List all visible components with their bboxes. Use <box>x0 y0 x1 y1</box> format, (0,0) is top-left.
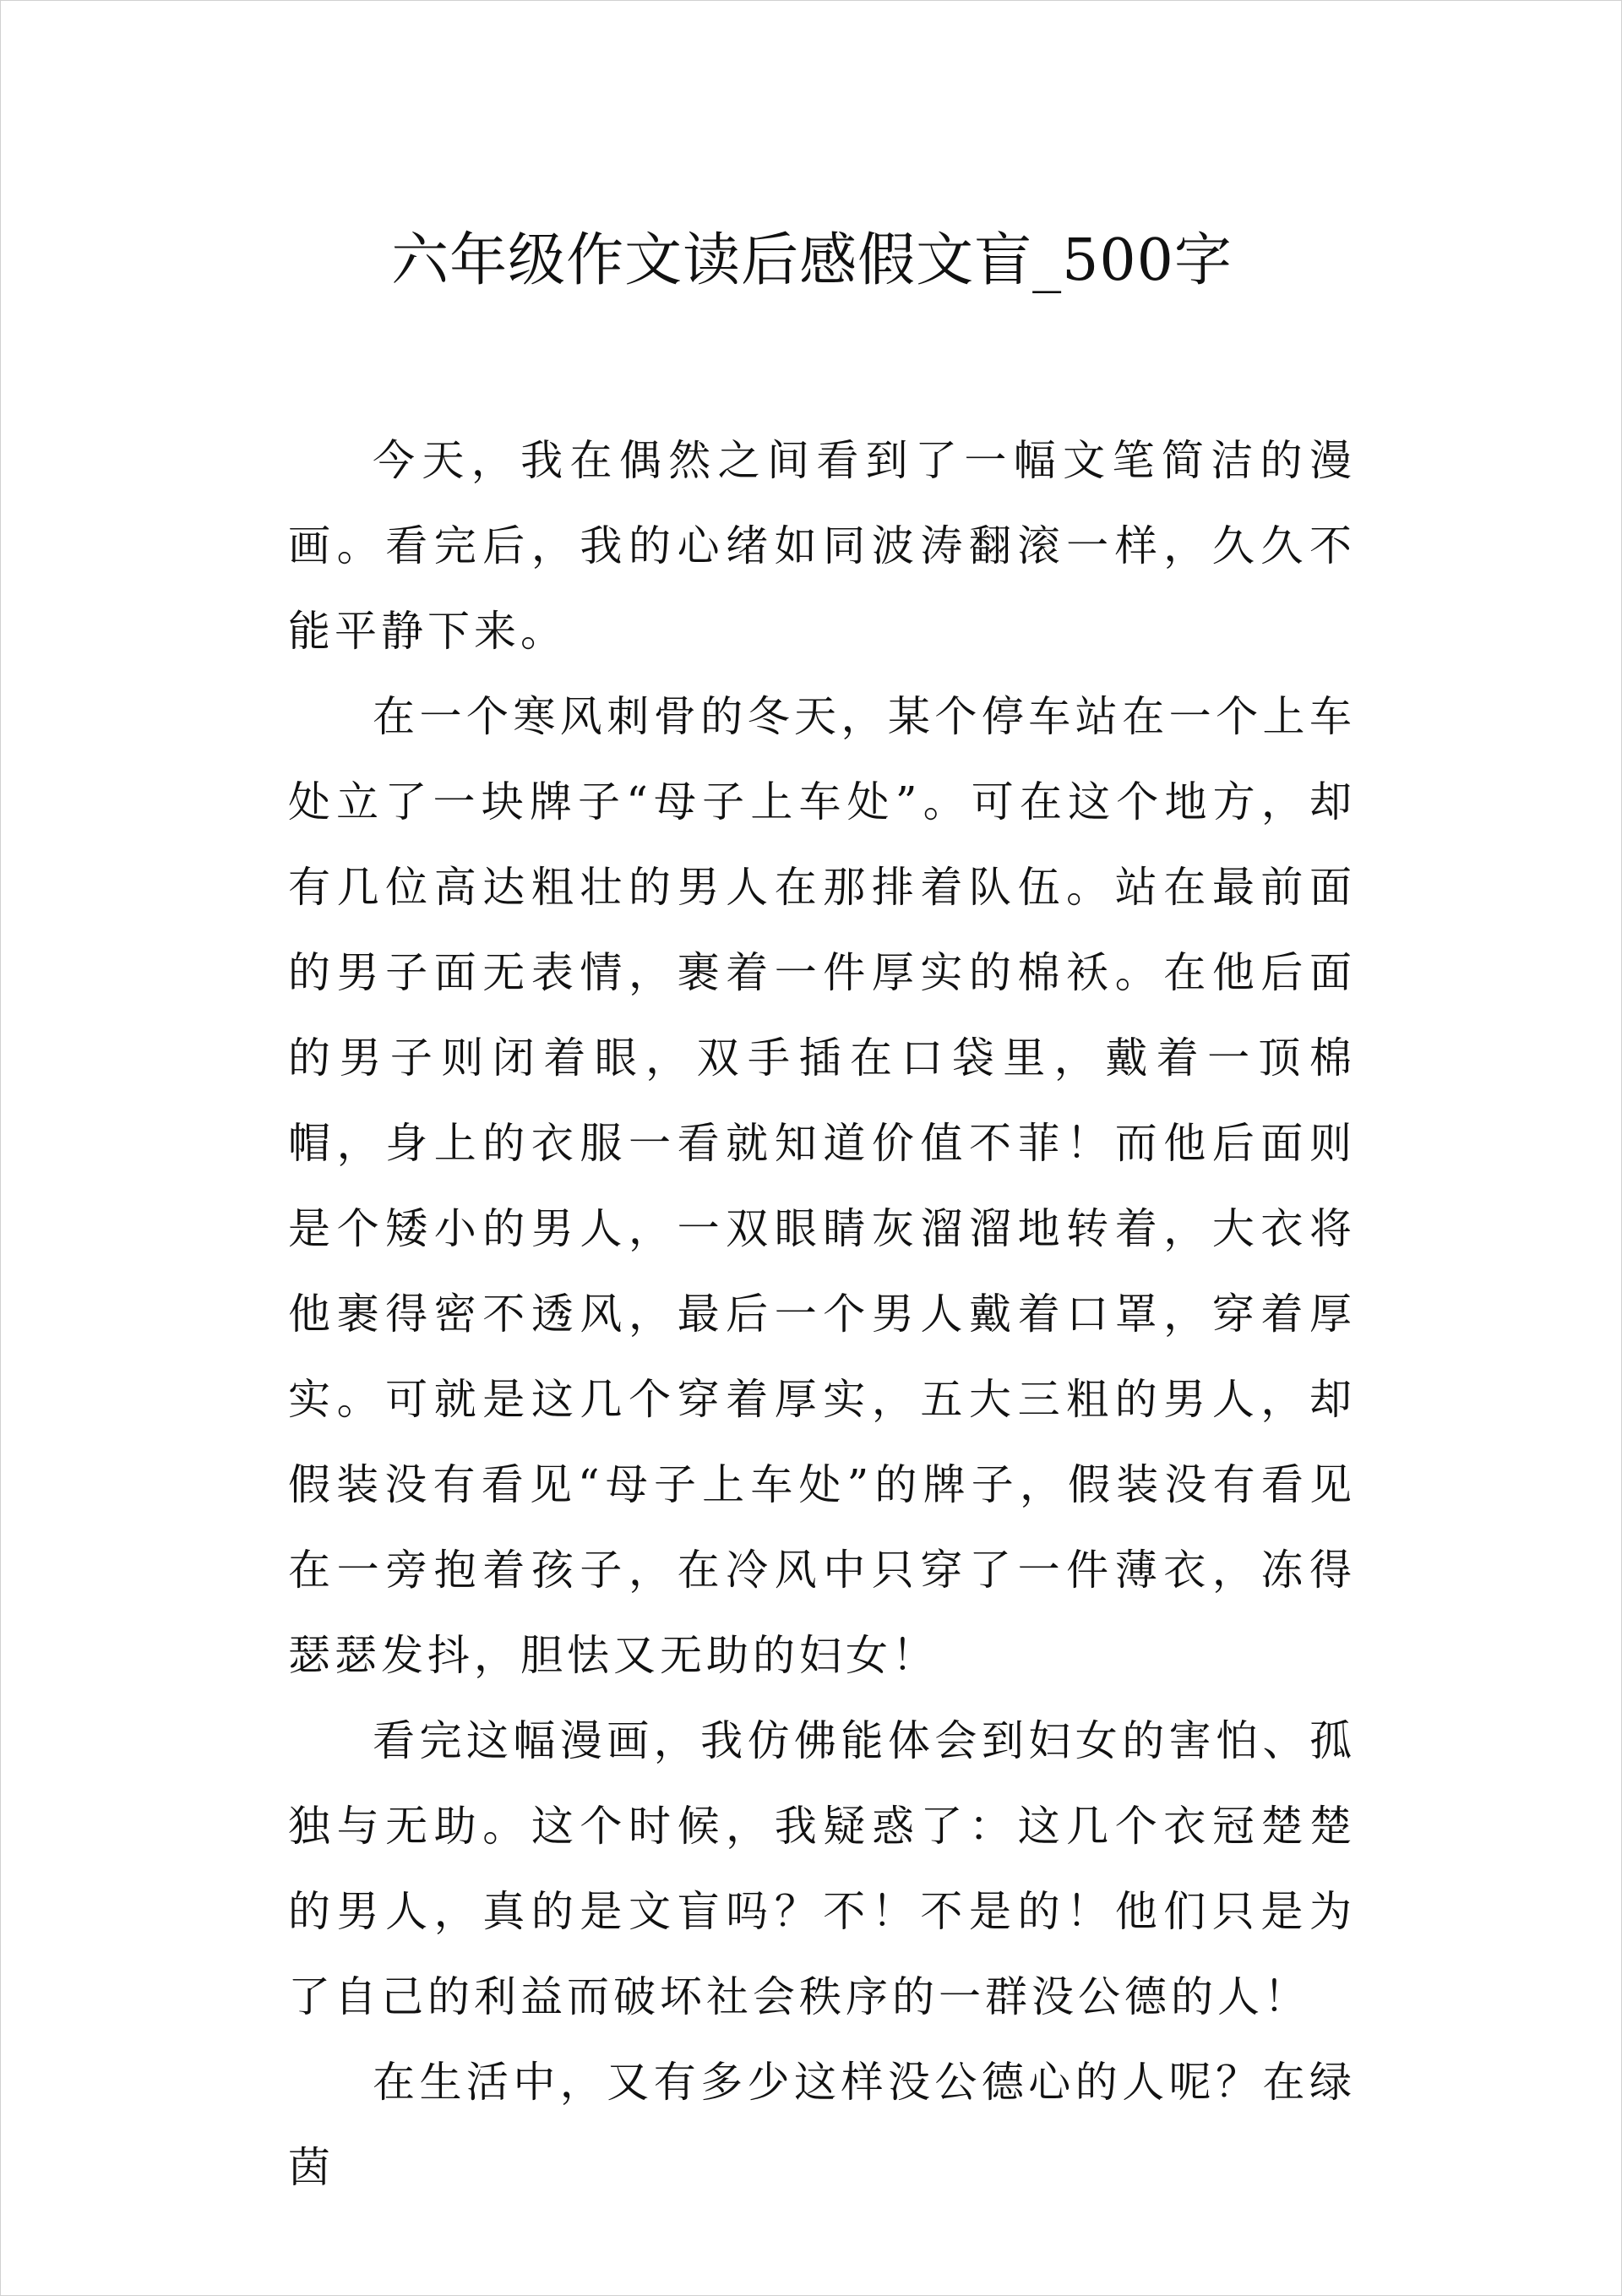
paragraph-3: 看完这幅漫画，我仿佛能体会到妇女的害怕、孤独与无助。这个时候，我疑惑了：这几个衣冠楚楚的男人，真的是文盲吗？不！不是的！他们只是为了自己的利益而破坏社会秩序的一群没公德的人！ <box>288 1716 1356 2021</box>
paragraph-2: 在一个寒风刺骨的冬天，某个停车站在一个上车处立了一块牌子“母子上车处”。可在这个地方，却有几位高达粗壮的男人在那排着队伍。站在最前面的男子面无表情，裹着一件厚实的棉袄。在他后面的男子则闭着眼，双手插在口袋里，戴着一顶棉帽，身上的衣服一看就知道价值不菲！而他后面则是个矮小的男人，一双眼睛灰溜溜地转着，大衣将他裹得密不透风，最后一个男人戴着口罩，穿着厚实。可就是这几个穿着厚实，五大三粗的男人，却假装没有看见“母子上车处”的牌子，假装没有看见在一旁抱着孩子，在冷风中只穿了一件薄衣，冻得瑟瑟发抖，胆怯又无助的妇女！ <box>288 692 1356 1680</box>
paragraph-1: 今天，我在偶然之间看到了一幅文笔简洁的漫画。看完后，我的心绪如同波涛翻滚一样，久久不能平静下来。 <box>288 436 1356 656</box>
document-title: 六年级作文读后感假文盲_500字 <box>391 227 1233 294</box>
paragraph-4: 在生活中，又有多少这样没公德心的人呢？在绿茵 <box>288 2058 1356 2192</box>
document-body <box>288 418 1356 2211</box>
